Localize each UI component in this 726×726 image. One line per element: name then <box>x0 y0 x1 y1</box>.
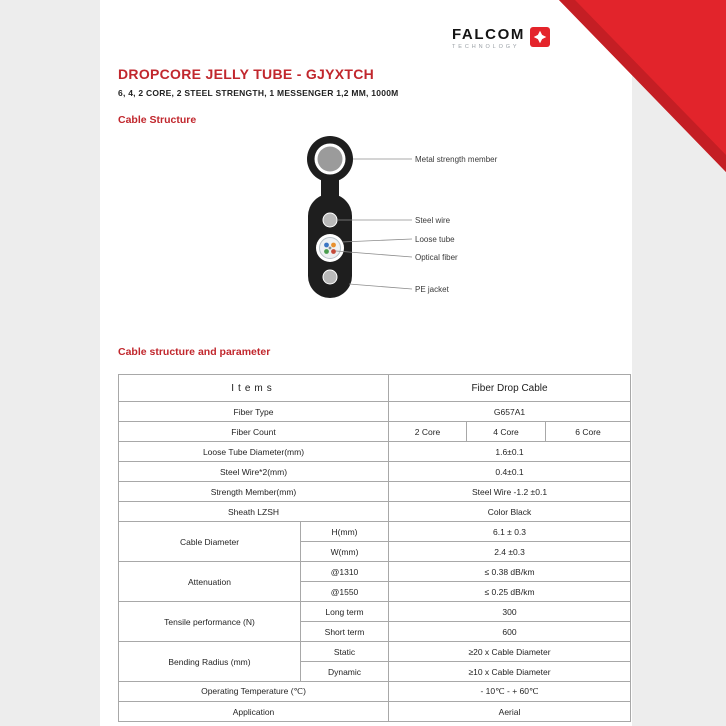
cell-loose-tube-value: 1.6±0.1 <box>389 442 631 462</box>
table-row <box>119 402 631 422</box>
cell-fiber-type-value: G657A1 <box>389 402 631 422</box>
cell-temperature-value: - 10℃ - + 60℃ <box>389 682 631 702</box>
page-subtitle: 6, 4, 2 CORE, 2 STEEL STRENGTH, 1 MESSENGER 1,2 MM, 1000M <box>118 88 399 98</box>
section-cable-structure: Cable Structure <box>118 114 197 126</box>
cell-attenuation-1310-value: ≤ 0.38 dB/km <box>389 562 631 582</box>
header-fiber-drop-cable: Fiber Drop Cable <box>389 375 631 402</box>
logo-plus-icon <box>530 27 550 47</box>
logo-text <box>452 27 525 50</box>
left-margin <box>0 0 100 726</box>
cell-fiber-count-4core: 4 Core <box>467 422 546 442</box>
cell-tensile-short-term-value: 600 <box>389 622 631 642</box>
page-title: DROPCORE JELLY TUBE - GJYXTCH <box>118 66 375 82</box>
header-items: Items <box>119 375 389 402</box>
diagram-label-steel-wire: Steel wire <box>415 216 451 225</box>
table-row <box>119 522 631 542</box>
cell-fiber-count-6core: 6 Core <box>546 422 631 442</box>
cell-tensile-short-term: Short term <box>301 622 389 642</box>
cell-bending-dynamic-value: ≥10 x Cable Diameter <box>389 662 631 682</box>
falcom-logo <box>452 27 550 50</box>
parameters-table <box>118 374 631 722</box>
cell-attenuation-label: Attenuation <box>119 562 301 602</box>
cell-fiber-type-label: Fiber Type <box>119 402 389 422</box>
table-row <box>119 422 631 442</box>
cell-steel-wire-value: 0.4±0.1 <box>389 462 631 482</box>
table-row <box>119 682 631 702</box>
table-row <box>119 462 631 482</box>
cell-fiber-count-label: Fiber Count <box>119 422 389 442</box>
cell-attenuation-1550-value: ≤ 0.25 dB/km <box>389 582 631 602</box>
steel-wire-top <box>323 213 337 227</box>
cell-cable-diameter-h: H(mm) <box>301 522 389 542</box>
diagram-label-metal-strength-member: Metal strength member <box>415 155 498 164</box>
table-row <box>119 602 631 622</box>
logo-tagline: TECHNOLOGY <box>452 44 520 50</box>
diagram-label-pe-jacket: PE jacket <box>415 285 449 294</box>
cell-strength-member-label: Strength Member(mm) <box>119 482 389 502</box>
cable-cross-section-diagram <box>300 134 530 312</box>
metal-strength-member <box>318 147 343 172</box>
cell-cable-diameter-h-value: 6.1 ± 0.3 <box>389 522 631 542</box>
cell-bending-label: Bending Radius (mm) <box>119 642 301 682</box>
cell-tensile-long-term: Long term <box>301 602 389 622</box>
table-row <box>119 702 631 722</box>
diagram-label-loose-tube: Loose tube <box>415 235 455 244</box>
logo-brand: FALCOM <box>452 26 525 43</box>
table-row <box>119 502 631 522</box>
table-header-row <box>119 375 631 402</box>
diagram-label-optical-fiber: Optical fiber <box>415 253 458 262</box>
cell-bending-static-value: ≥20 x Cable Diameter <box>389 642 631 662</box>
cell-attenuation-1310: @1310 <box>301 562 389 582</box>
cell-cable-diameter-w-value: 2.4 ±0.3 <box>389 542 631 562</box>
cell-tensile-long-term-value: 300 <box>389 602 631 622</box>
cell-tensile-label: Tensile performance (N) <box>119 602 301 642</box>
section-cable-parameter: Cable structure and parameter <box>118 346 271 358</box>
table-row <box>119 442 631 462</box>
cell-loose-tube-label: Loose Tube Diameter(mm) <box>119 442 389 462</box>
cell-sheath-value: Color Black <box>389 502 631 522</box>
cell-sheath-label: Sheath LZSH <box>119 502 389 522</box>
cell-bending-static: Static <box>301 642 389 662</box>
cell-application-value: Aerial <box>389 702 631 722</box>
table-row <box>119 562 631 582</box>
corner-ribbon-graphic <box>559 0 726 172</box>
cell-cable-diameter-label: Cable Diameter <box>119 522 301 562</box>
table-row <box>119 642 631 662</box>
table-row <box>119 482 631 502</box>
cell-steel-wire-label: Steel Wire*2(mm) <box>119 462 389 482</box>
steel-wire-bottom <box>323 270 337 284</box>
cell-temperature-label: Operating Temperature (℃) <box>119 682 389 702</box>
cell-cable-diameter-w: W(mm) <box>301 542 389 562</box>
cell-bending-dynamic: Dynamic <box>301 662 389 682</box>
cell-application-label: Application <box>119 702 389 722</box>
cell-attenuation-1550: @1550 <box>301 582 389 602</box>
plus-star-icon <box>533 30 547 44</box>
cell-fiber-count-2core: 2 Core <box>389 422 467 442</box>
cell-strength-member-value: Steel Wire -1.2 ±0.1 <box>389 482 631 502</box>
